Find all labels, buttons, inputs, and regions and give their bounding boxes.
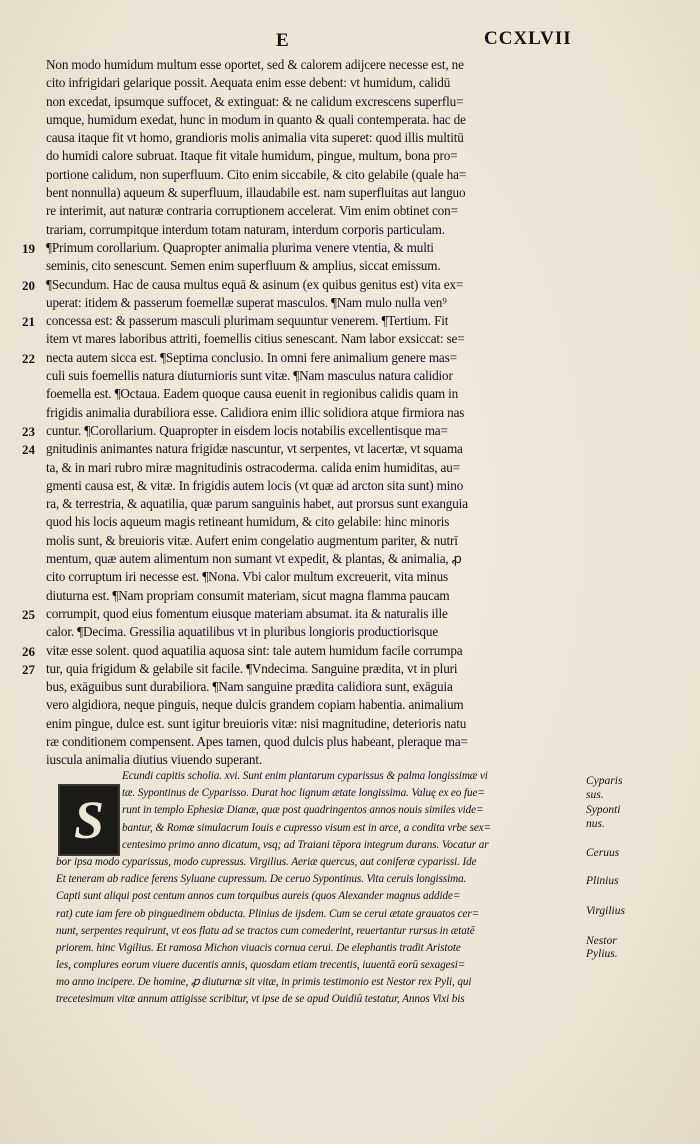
scholia-line: centesimo primo anno dicatum, vsq; ad Traiani tēpora integrum durans. Vocatur ar	[122, 838, 489, 851]
scholia-line: Capti sunt aliqui post centum annos cum torquibus aureis (quos Alexander magnus addide=	[56, 890, 461, 903]
margin-number: 23	[22, 424, 35, 439]
text-line: tur, quia frigidum & gelabile sit facile. ¶Vndecima. Sanguine prædita, vt in pluri	[46, 660, 458, 676]
side-notes	[586, 775, 694, 975]
text-line: gmenti causa est, & vitæ. In frigidis autem locis (vt quæ ad arcton sita sunt) mino	[46, 477, 464, 493]
scholia-line: priorem. hinc Vigilius. Et ramosa Michon viuacis cornua cerui. De elephantis tradit Aristote	[56, 941, 461, 954]
scholia-block	[56, 768, 584, 1009]
text-line: vero algidiora, neque pinguis, neque dulcis grandem copiam habentia. animalium	[46, 697, 464, 713]
initial-letter: S	[73, 790, 105, 850]
margin-numbers	[0, 0, 46, 1144]
text-line: calor. ¶Decima. Gressilia aquatilibus vt in pluribus longioris productiorisque	[46, 624, 439, 640]
text-line: enim pingue, dulce est. sunt igitur breuioris vitæ: nisi magnitudine, deterioris natu	[46, 715, 467, 731]
scholia-line: les, complures eorum viuere ducentis annis, quosdam etiam trecentis, iuuentā eorū sexagesi=	[56, 959, 466, 972]
scholia-line: bor ipsa modo cyparissus, modo cupressus. Virgilius. Aeriæ quercus, aut coniferæ cyparissi. Ide	[56, 855, 477, 868]
text-line: bent nonnulla) aqueum & superfluum, illaudabile est. nam superfluitas aut languo	[46, 185, 466, 201]
text-line: diuturna est. ¶Nam propriam consumit materiam, sicut magna flamma paucam	[46, 587, 450, 603]
margin-number: 22	[22, 350, 35, 366]
text-line: culi suis foemellis natura diuturnioris sunt vitæ. ¶Nam masculus natura calidior	[46, 368, 453, 384]
margin-number: 26	[22, 643, 35, 659]
text-line: concessa est: & passerum masculi plurimam sequuntur venerem. ¶Tertium. Fit	[46, 313, 449, 329]
text-line: iuscula animalia diutius viuendo superant.	[46, 752, 263, 768]
text-line: mentum, quæ autem alimentum non sumant vt expedit, & plantas, & animalia, ꝓ	[46, 551, 462, 567]
text-line: necta autem sicca est. ¶Septima conclusio. In omni fere animalium genere mas=	[46, 349, 457, 365]
side-note: Plinius	[586, 875, 619, 887]
margin-number: 21	[22, 314, 35, 330]
scholia-line: Et teneram ab radice ferens Syluane cupressum. De ceruo Sypontinus. Vita ceruis longissima.	[56, 873, 467, 886]
text-line: trariam, corrumpitque interdum totam naturam, interdum corporis particulam.	[46, 221, 445, 237]
scholia-line: rat) cute iam fere ob pinguedinem obducta. Plinius de ijsdem. Cum se cerui ætate grauatos cer=	[56, 907, 480, 920]
margin-number: 25	[22, 607, 35, 622]
scholia-line: trecetesimum vitæ annum attigisse scribitur, vt ipse de se apud Ouidiū testatur, Annos Vixi bis	[56, 993, 465, 1006]
folio-number: CCXLVII	[484, 28, 572, 49]
text-line: ræ conditionem compensent. Apes tamen, quod dulcis plus habeant, pleraque ma=	[46, 733, 468, 749]
scholia-line: tæ. Sypontinus de Cyparisso. Durat hoc lignum ætate longissima. Valuę ex eo fue=	[122, 787, 485, 800]
text-line: molis sunt, & breuioris vitæ. Aufert enim congelatio augmentum pariter, & nutrī	[46, 532, 458, 548]
text-line: gnitudinis animantes natura frigidæ nascuntur, vt serpentes, vt lacertæ, vt squama	[46, 441, 463, 457]
text-line: seminis, cito senescunt. Semen enim superfluum & amplius, siccat emissum.	[46, 258, 441, 274]
side-note: Syponti	[586, 804, 621, 816]
side-note: Nestor	[586, 935, 617, 947]
text-line: causa itaque fit vt homo, grandioris molis animalia vita superet: quod illis multitū	[46, 130, 464, 146]
side-note: Cyparis	[586, 775, 623, 787]
text-line: umque, humidum exedat, hunc in modum in quanto & quali contemperata. hac de	[46, 111, 466, 127]
text-line: frigidis animalia durabiliora esse. Calidiora enim illic solidiora atque firmiora nas	[46, 404, 465, 420]
text-line: corrumpit, quod eius fomentum eiusque materiam absumat. ita & naturalis ille	[46, 605, 448, 621]
side-note: sus.	[586, 789, 604, 801]
text-line: ¶Secundum. Hac de causa multus equā & asinum (ex quibus genitus est) vita ex=	[46, 276, 464, 292]
text-line: cito corruptum iri necesse est. ¶Nona. Vbi calor multum excreuerit, vita minus	[46, 569, 449, 585]
margin-number: 27	[22, 661, 35, 677]
scholia-line: nunt, serpentes requirunt, vt eos flatu ad se tractos cum comederint, reuertantur rursus in ætatē	[56, 924, 475, 937]
main-text-block	[46, 56, 586, 770]
text-line: portione calidum, non superfluum. Cito enim siccabile, & cito gelabile (quale ha=	[46, 166, 467, 182]
text-line: bus, exāguibus sunt durabiliora. ¶Nam sanguine prædita calidiora sunt, exāguia	[46, 679, 453, 695]
text-line: quod his locis aqueum magis retineant humidum, & cito gelabile: hinc minoris	[46, 514, 450, 530]
margin-number: 19	[22, 241, 35, 256]
scholia-line: Ecundi capitis scholia. xvi. Sunt enim plantarum cyparissus & palma longissimæ vi	[122, 770, 488, 782]
text-line: ta, & in mari rubro miræ magnitudinis ostracoderma. calida enim humiditas, au=	[46, 459, 460, 475]
scholia-line: bantur, & Romæ simulacrum Iouis e cupresso visum est in arce, a condita vrbe sex=	[122, 821, 492, 834]
text-line: foemella est. ¶Octaua. Eadem quoque causa euenit in regionibus calidis quam in	[46, 386, 459, 402]
text-line: uperat: itidem & passerum foemellæ superat masculos. ¶Nam mulo nulla ven⁹	[46, 294, 447, 310]
side-note: Pylius.	[586, 948, 618, 960]
text-line: vitæ esse solent. quod aquatilia aquosa sint: tale autem humidum facile corrumpa	[46, 642, 463, 658]
text-line: cito infrigidari gelarique possit. Aequata enim esse debent: vt humidum, calidū	[46, 75, 451, 91]
text-line: re interimit, aut naturæ contraria corruptionem accelerat. Vim enim obtinet con=	[46, 203, 458, 219]
margin-number: 20	[22, 277, 35, 293]
text-line: ra, & terrestria, & aquatilia, quæ parum sanguinis habet, aut prorsus sunt exanguia	[46, 496, 468, 512]
text-line: Non modo humidum multum esse oportet, sed & calorem adijcere necesse est, ne	[46, 57, 464, 72]
scholia-line: mo anno incipere. De homine, ꝓ diuturnæ sit vitæ, in primis testimonio est Nestor rex Pyli, qui	[56, 976, 472, 989]
text-line: non excedat, ipsumque suffocet, & extinguat: & ne calidum excrescens superflu=	[46, 93, 464, 109]
side-note: Virgilius	[586, 905, 625, 917]
text-line: item vt mares laboribus attriti, foemellis citius senescant. Nam labor exsiccat: se=	[46, 331, 465, 347]
side-note: Ceruus	[586, 847, 620, 859]
margin-number: 24	[22, 442, 35, 458]
text-line: ¶Primum corollarium. Quapropter animalia plurima venere vtentia, & multi	[46, 239, 434, 255]
side-note: nus.	[586, 818, 605, 830]
text-line: cuntur. ¶Corollarium. Quapropter in eisdem locis notabilis excellentisque ma=	[46, 422, 448, 438]
text-line: do humidi calore subruat. Itaque fit vitale humidum, pingue, multum, bona pro=	[46, 148, 458, 164]
scholia-line: runt in templo Ephesiæ Dianæ, quæ post quadringentos annos nouis similes vide=	[122, 804, 484, 817]
signature-mark: E	[276, 30, 290, 51]
